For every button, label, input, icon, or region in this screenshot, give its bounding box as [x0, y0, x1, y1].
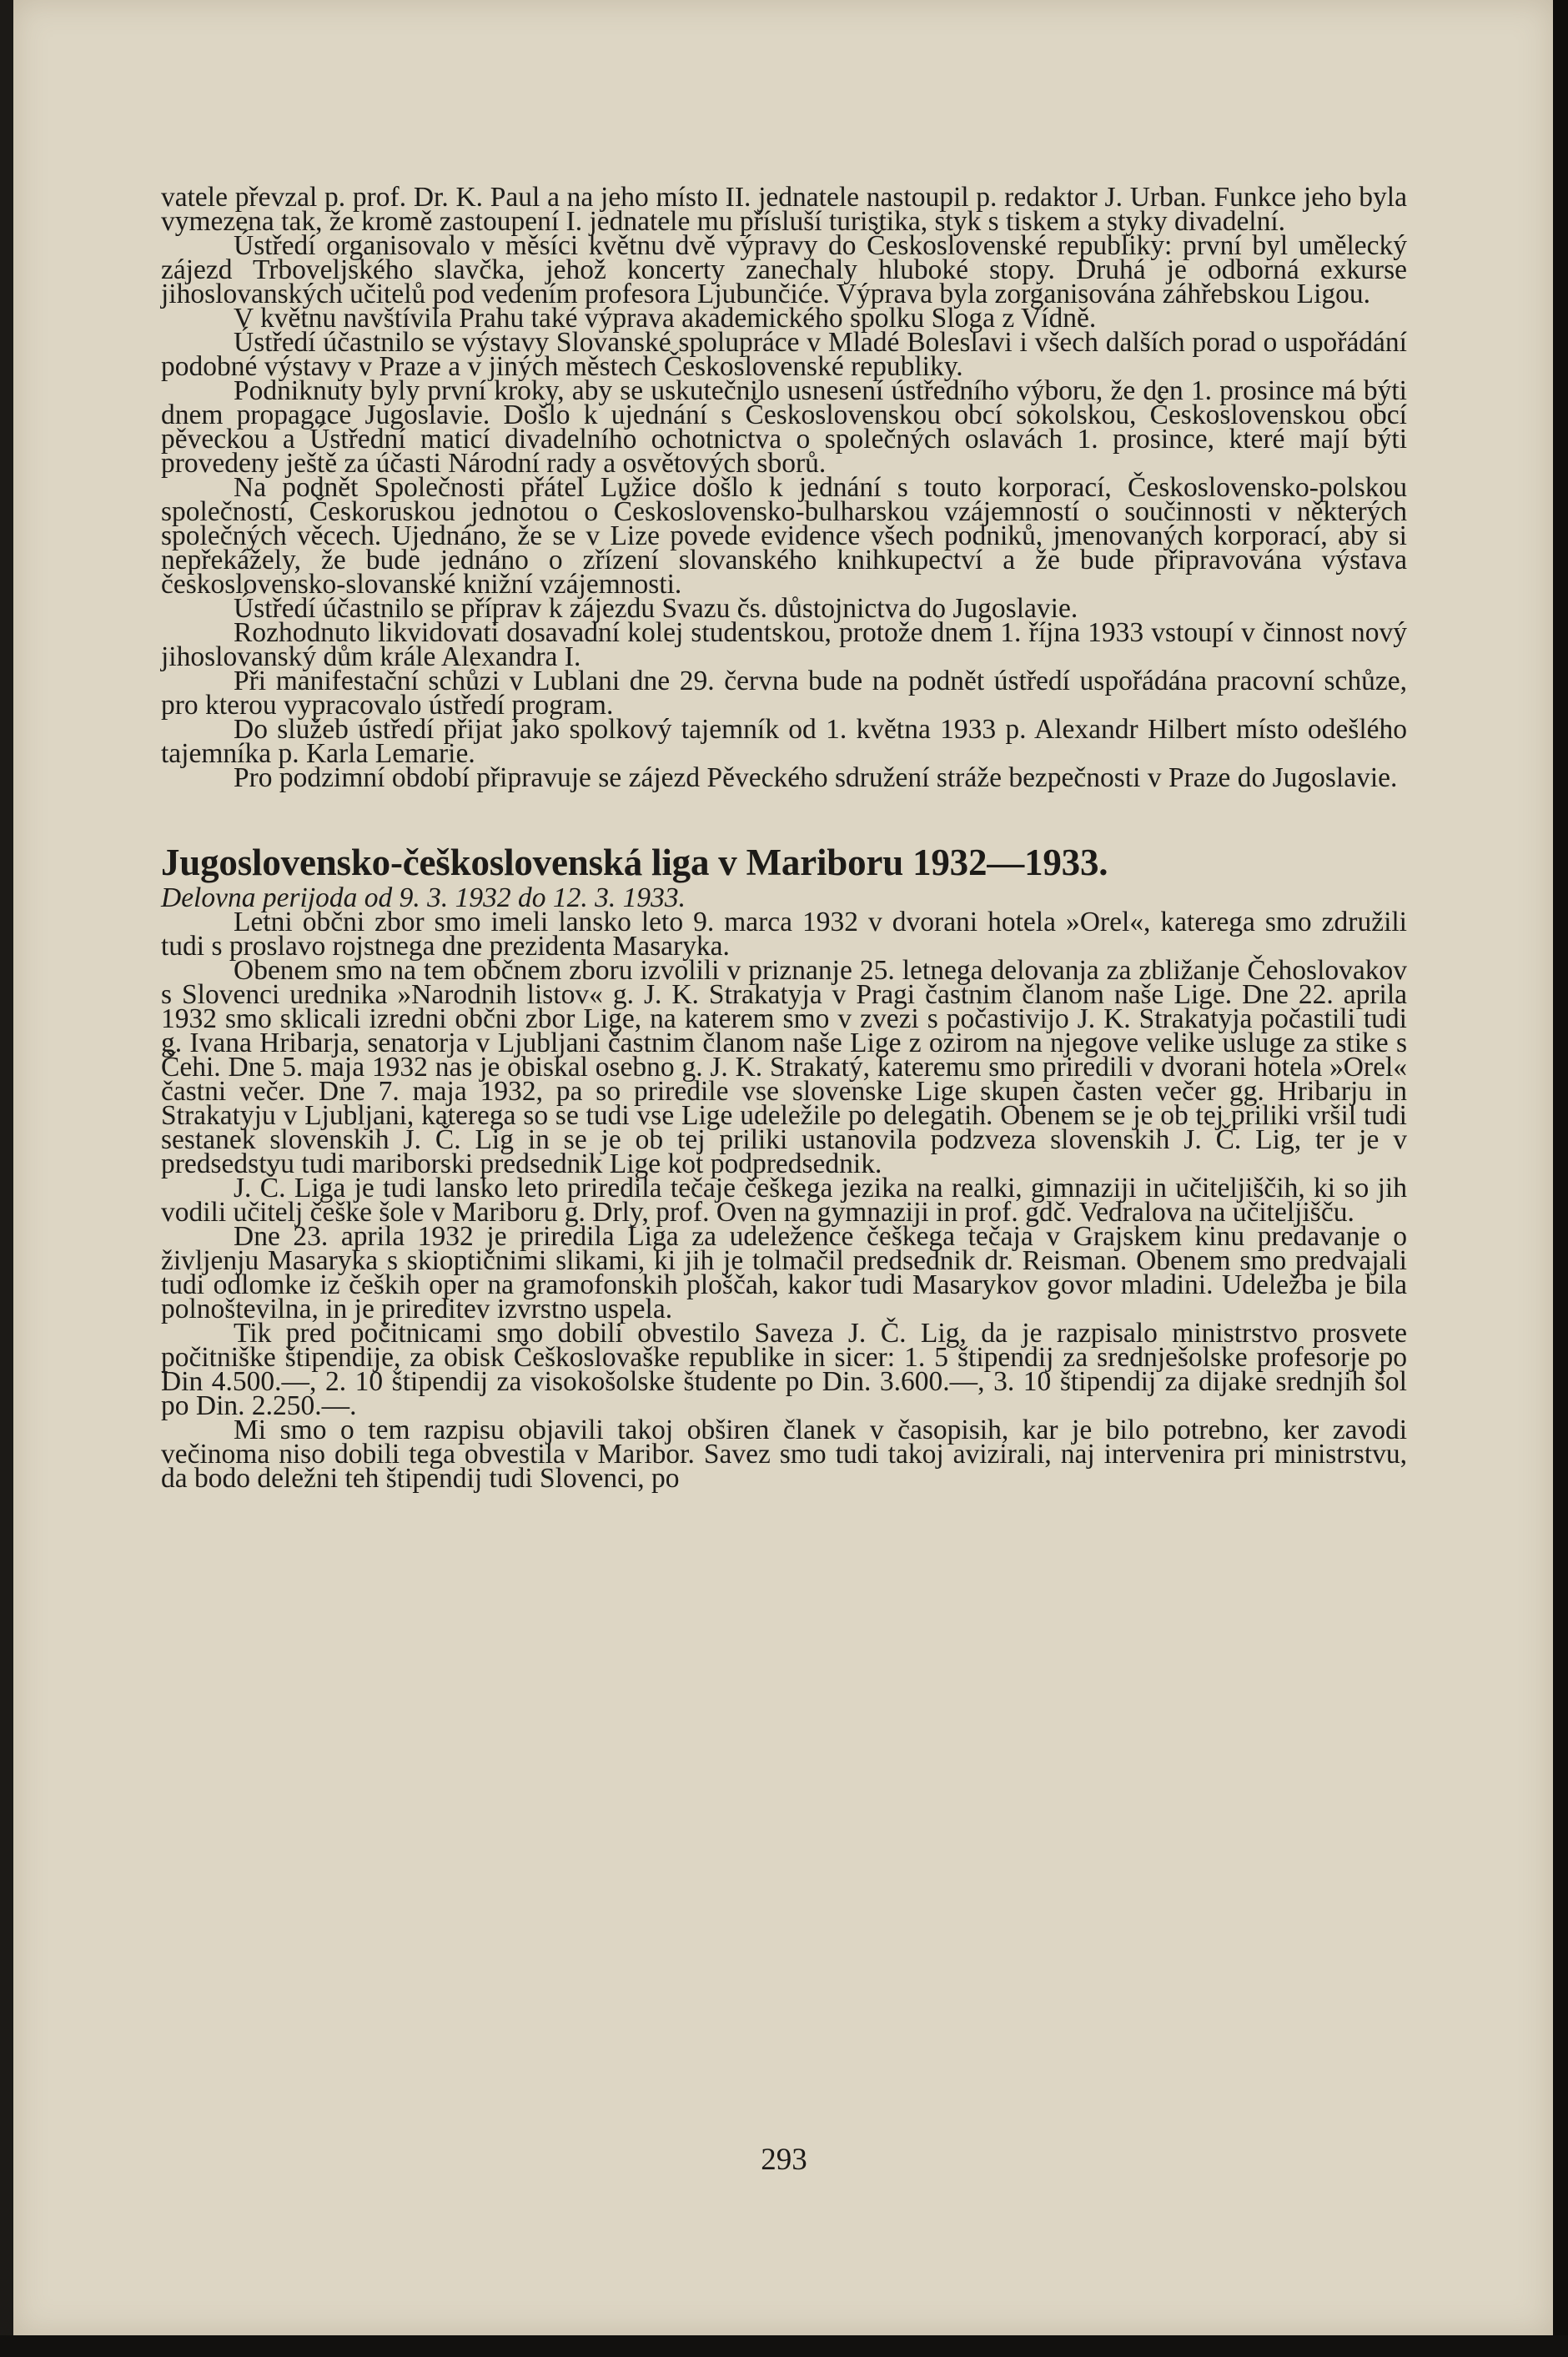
slovene-paragraph: Dne 23. aprila 1932 je priredila Liga za udeležence češkega tečaja v Grajskem kinu predavanje o življenju Masaryka s skioptičnimi slikami, ki jih je tolmačil predsednik dr. Reisman. Obenem smo predvajali tudi odlomke iz čeških oper na gramofonskih ploščah, kakor tudi Masarykov govor mladini. Udeležba je bila polnoštevilna, in je prireditev izvrstno uspela.	[161, 1221, 1407, 1324]
slovene-paragraph: Letni občni zbor smo imeli lansko leto 9. marca 1932 v dvorani hotela »Orel«, katerega smo združili tudi s proslavo rojstnega dne prezidenta Masaryka.	[161, 907, 1407, 962]
section-subtitle: Delovna perijoda od 9. 3. 1932 do 12. 3. 1933.	[161, 882, 686, 913]
czech-paragraph: Na podnět Společnosti přátel Lužice došlo k jednání s touto korporací, Československo-polskou společností, Českoruskou jednotou o Československo-bulharskou vzájemností o součinnosti v některých společných věcech. Ujednáno, že se v Lize povede evidence všech podniků, jmenovaných korporací, aby si nepřekážely, že bude jednáno o zřízení slovanského knihkupectví a že bude připravována výstava československo-slovanské knižní vzájemnosti.	[161, 472, 1407, 600]
slovene-paragraph: J. Č. Liga je tudi lansko leto priredila tečaje češkega jezika na realki, gimnaziji in učiteljiščih, ki so jih vodili učitelj češke šole v Mariboru g. Drly, prof. Oven na gymnaziji in prof. gdč. Vedralova na učiteljišču.	[161, 1173, 1407, 1228]
czech-paragraph: Pro podzimní období připravuje se zájezd Pěveckého sdružení stráže bezpečnosti v Praze do Jugoslavie.	[234, 762, 1398, 793]
czech-paragraph: Ústředí účastnilo se výstavy Slovanské spolupráce v Mladé Boleslavi i všech dalších porad o uspořádání podobné výstavy v Praze a v jiných městech Československé republiky.	[161, 327, 1407, 382]
slovene-paragraph: Mi smo o tem razpisu objavili takoj obširen članek v časopisih, kar je bilo potrebno, ker zavodi večinoma niso dobili tega obvestila v Maribor. Savez smo tudi takoj avizirali, naj intervenira pri ministrstvu, da bodo deležni teh štipendij tudi Slovenci, po	[161, 1415, 1407, 1494]
page-number: 293	[761, 2143, 807, 2177]
czech-paragraph: Podniknuty byly první kroky, aby se uskutečnilo usnesení ústředního výboru, že den 1. prosince má býti dnem propagace Jugoslavie. Došlo k ujednání s Československou obcí sokolskou, Československou obcí pěveckou a Ústřední maticí divadelního ochotnictva o společných oslavách 1. prosince, které mají býti provedeny ještě za účasti Národní rady a osvětových sborů.	[161, 375, 1407, 479]
page-body	[161, 182, 1407, 1494]
czech-paragraph: Rozhodnuto likvidovati dosavadní kolej studentskou, protože dnem 1. října 1933 vstoupí v činnost nový jihoslovanský dům krále Alexandra I.	[161, 617, 1407, 672]
slovene-paragraph: Obenem smo na tem občnem zboru izvolili v priznanje 25. letnega delovanja za zbližanje Čehoslovakov s Slovenci urednika »Narodnih listov« g. J. K. Strakatyja v Pragi častnim članom naše Lige. Dne 22. aprila 1932 smo sklicali izredni občni zbor Lige, na katerem smo v zvezi s počastivijo J. K. Strakatyja počastili tudi g. Ivana Hribarja, senatorja v Ljubljani častnim članom naše Lige z ozirom na njegove velike usluge za stike s Čehi. Dne 5. maja 1932 nas je obiskal osebno g. J. K. Strakatý, kateremu smo priredili v dvorani hotela »Orel« častni večer. Dne 7. maja 1932, pa so priredile vse slovenske Lige skupen časten večer gg. Hribarju in Strakatyju v Ljubljani, katerega so se tudi vse Lige udeležile po delegatih. Obenem se je ob tej priliki vršil tudi sestanek slovenskih J. Č. Lig in se je ob tej priliki ustanovila podzveza slovenskih J. Č. Lig, ter je v predsedstvu tudi mariborski predsednik Lige kot podpredsednik.	[161, 955, 1407, 1179]
czech-paragraph: Do služeb ústředí přijat jako spolkový tajemník od 1. května 1933 p. Alexandr Hilbert místo odešlého tajemníka p. Karla Lemarie.	[161, 714, 1407, 769]
slovene-paragraph: Tik pred počitnicami smo dobili obvestilo Saveza J. Č. Lig, da je razpisalo ministrstvo prosvete počitniške štipendije, za obisk Češkoslovaške republike in sicer: 1. 5 štipendij za srednješolske profesorje po Din 4.500.—, 2. 10 štipendij za visokošolske študente po Din. 3.600.—, 3. 10 štipendij za dijake srednjih šol po Din. 2.250.—.	[161, 1318, 1407, 1421]
czech-paragraph: Ústředí účastnilo se příprav k zájezdu Svazu čs. důstojnictva do Jugoslavie.	[234, 593, 1078, 624]
section-heading: Jugoslovensko-češkoslovenská liga v Mariboru 1932—1933.	[161, 842, 1108, 883]
scan-edge-right	[1553, 0, 1568, 2357]
czech-paragraph: Ústředí organisovalo v měsíci květnu dvě výpravy do Československé republiky: první byl umělecký zájezd Trboveljského slavčka, jehož koncerty zanechaly hluboké stopy. Druhá je odborná exkurse jihoslovanských učitelů pod vedením profesora Ljubunčiće. Výprava byla zorganisována záhřebskou Ligou.	[161, 230, 1407, 309]
czech-paragraph: Při manifestační schůzi v Lublani dne 29. června bude na podnět ústředí uspořádána pracovní schůze, pro kterou vypracovalo ústředí program.	[161, 666, 1407, 721]
scan-edge-bottom	[0, 2335, 1568, 2357]
czech-paragraph: vatele převzal p. prof. Dr. K. Paul a na jeho místo II. jednatele nastoupil p. redaktor J. Urban. Funkce jeho byla vymezena tak, že kromě zastoupení I. jednatele mu přísluší turistika, styk s tiskem a styky divadelní.	[161, 182, 1407, 237]
czech-paragraph: V květnu navštívila Prahu také výprava akademického spolku Sloga z Vídně.	[234, 303, 1097, 334]
